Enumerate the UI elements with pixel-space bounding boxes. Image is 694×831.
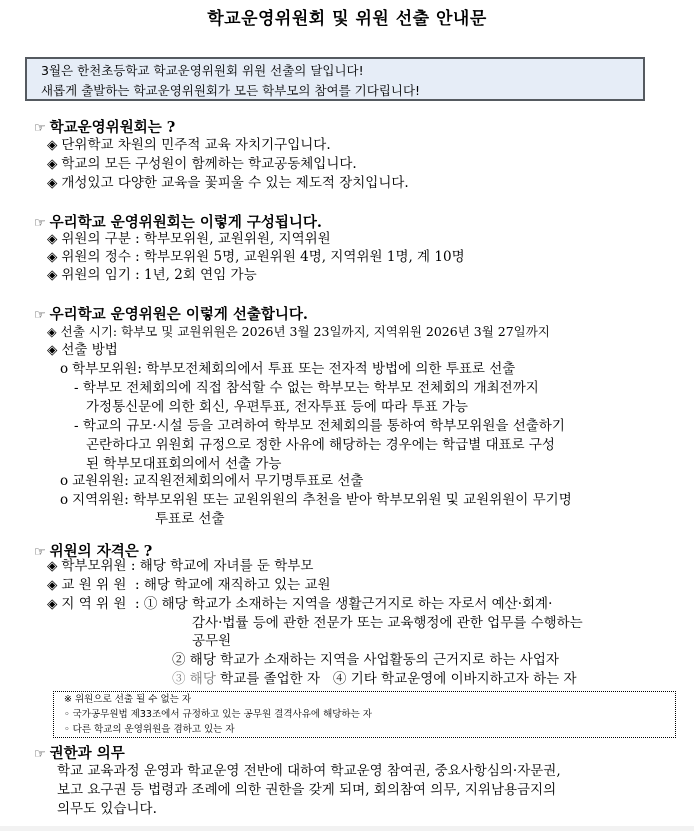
page-title: 학교운영위원회 및 위원 선출 안내문: [207, 9, 487, 29]
diamond-bullet-icon: ◈: [47, 231, 58, 247]
diamond-bullet-icon: ◈: [47, 137, 58, 153]
list-item-continuation: 곤란하다고 위원회 규정으로 정한 사유에 해당하는 경우에는 학급별 대표로 구성: [86, 437, 555, 453]
list-item: ◈ 선출 시기: 학부모 및 교원위원은 2026년 3월 23일까지, 지역위원 2026년 3월 27일까지: [47, 324, 550, 339]
list-item: ο 교원위원: 교직원전체회의에서 무기명투표로 선출: [60, 473, 364, 489]
list-item: ◈ 학부모위원 : 해당 학교에 자녀를 둔 학부모: [47, 558, 314, 574]
list-item: ◈ 교 원 위 원 : 해당 학교에 재직하고 있는 교원: [47, 577, 331, 593]
diamond-bullet-icon: ◈: [47, 267, 58, 283]
list-item: ◈ 지 역 위 원 : ① 해당 학교가 소재하는 지역을 생활근거지로 하는 자로서 예산·회계·: [47, 596, 553, 612]
circle-bullet-icon: ο: [60, 492, 69, 508]
pointing-hand-icon: ☞: [34, 216, 46, 231]
diamond-bullet-icon: ◈: [47, 324, 57, 339]
note-item: ◦ 다른 학교의 운영위원을 겸하고 있는 자: [64, 724, 235, 735]
diamond-bullet-icon: ◈: [47, 577, 58, 593]
list-item-continuation: 감사·법률 등에 관한 전문가 또는 교육행정에 관한 업무를 수행하는: [192, 615, 583, 631]
list-item-continuation: 공무원: [192, 633, 232, 649]
list-item: ο 학부모위원: 학부모전체회의에서 투표 또는 전자적 방법에 의한 투표로 선출: [60, 361, 516, 377]
diamond-bullet-icon: ◈: [47, 596, 58, 612]
diamond-bullet-icon: ◈: [47, 249, 58, 265]
section-heading-composition: ☞ 우리학교 운영위원회는 이렇게 구성됩니다.: [34, 214, 322, 231]
list-item: ο 지역위원: 학부모위원 또는 교원위원의 추천을 받아 학부모위원 및 교원위원이 무기명: [60, 492, 572, 508]
note-item: ◦ 국가공무원법 제33조에서 규정하고 있는 공무원 결격사유에 해당하는 자: [64, 709, 372, 720]
section-heading-qualification: ☞ 위원의 자격은 ?: [34, 543, 153, 560]
section-heading-what-is: ☞ 학교운영위원회는 ?: [34, 119, 176, 136]
pointing-hand-icon: ☞: [34, 545, 46, 560]
circle-bullet-icon: ο: [60, 361, 69, 377]
list-item-continuation: 가정통신문에 의한 회신, 우편투표, 전자투표 등에 따라 투표 가능: [86, 399, 468, 415]
list-item: - 학부모 전체회의에 직접 참석할 수 없는 학부모는 학부모 전체회의 개최전까지: [74, 380, 539, 396]
ineligible-note-box: [53, 691, 676, 738]
diamond-bullet-icon: ◈: [47, 342, 58, 358]
list-item: ◈ 위원의 구분 : 학부모위원, 교원위원, 지역위원: [47, 231, 331, 247]
paragraph-line: 의무도 있습니다.: [57, 801, 157, 817]
pointing-hand-icon: ☞: [34, 121, 46, 136]
diamond-bullet-icon: ◈: [47, 175, 58, 191]
pointing-hand-icon: ☞: [34, 308, 46, 323]
circle-bullet-icon: ο: [60, 473, 69, 489]
list-item-continuation: 된 학부모대표회의에서 선출 가능: [86, 456, 282, 472]
note-heading: ※ 위원으로 선출 될 수 없는 자: [64, 694, 192, 705]
banner-line-2: 새롭게 출발하는 학교운영위원회가 모든 학부모의 참여를 기다립니다!: [41, 83, 421, 98]
pointing-hand-icon: ☞: [34, 747, 46, 762]
list-item: ② 해당 학교가 소재하는 지역을 사업활동의 근거지로 하는 사업자: [172, 652, 559, 668]
section-heading-election: ☞ 우리학교 운영위원은 이렇게 선출합니다.: [34, 306, 308, 323]
list-item: ◈ 단위학교 차원의 민주적 교육 자치기구입니다.: [47, 137, 331, 153]
announcement-banner: [25, 57, 645, 101]
list-item: ◈ 위원의 정수 : 학부모위원 5명, 교원위원 4명, 지역위원 1명, 계 10명: [47, 249, 465, 265]
list-item-continuation: 투표로 선출: [155, 511, 225, 527]
diamond-bullet-icon: ◈: [47, 156, 58, 172]
paragraph-line: 학교 교육과정 운영과 학교운영 전반에 대하여 학교운영 참여권, 중요사항심의·자문권,: [57, 763, 561, 779]
list-item: ◈ 위원의 임기 : 1년, 2회 연임 가능: [47, 267, 257, 283]
bottom-strip: [0, 826, 694, 831]
list-item: ◈ 선출 방법: [47, 342, 118, 358]
paragraph-line: 보고 요구권 등 법령과 조례에 의한 권한을 갖게 되며, 회의참여 의무, 지위남용금지의: [57, 782, 557, 798]
section-heading-rights-duties: ☞ 권한과 의무: [34, 745, 125, 762]
list-item: ③ 해당 학교를 졸업한 자 ④ 기타 학교운영에 이바지하고자 하는 자: [172, 671, 577, 687]
banner-line-1: 3월은 한천초등학교 학교운영위원회 위원 선출의 달입니다!: [41, 63, 364, 78]
list-item: ◈ 학교의 모든 구성원이 함께하는 학교공동체입니다.: [47, 156, 357, 172]
list-item: ◈ 개성있고 다양한 교육을 꽃피울 수 있는 제도적 장치입니다.: [47, 175, 409, 191]
list-item: - 학교의 규모·시설 등을 고려하여 학부모 전체회의를 통하여 학부모위원을 선출하기: [74, 418, 565, 434]
diamond-bullet-icon: ◈: [47, 558, 58, 574]
